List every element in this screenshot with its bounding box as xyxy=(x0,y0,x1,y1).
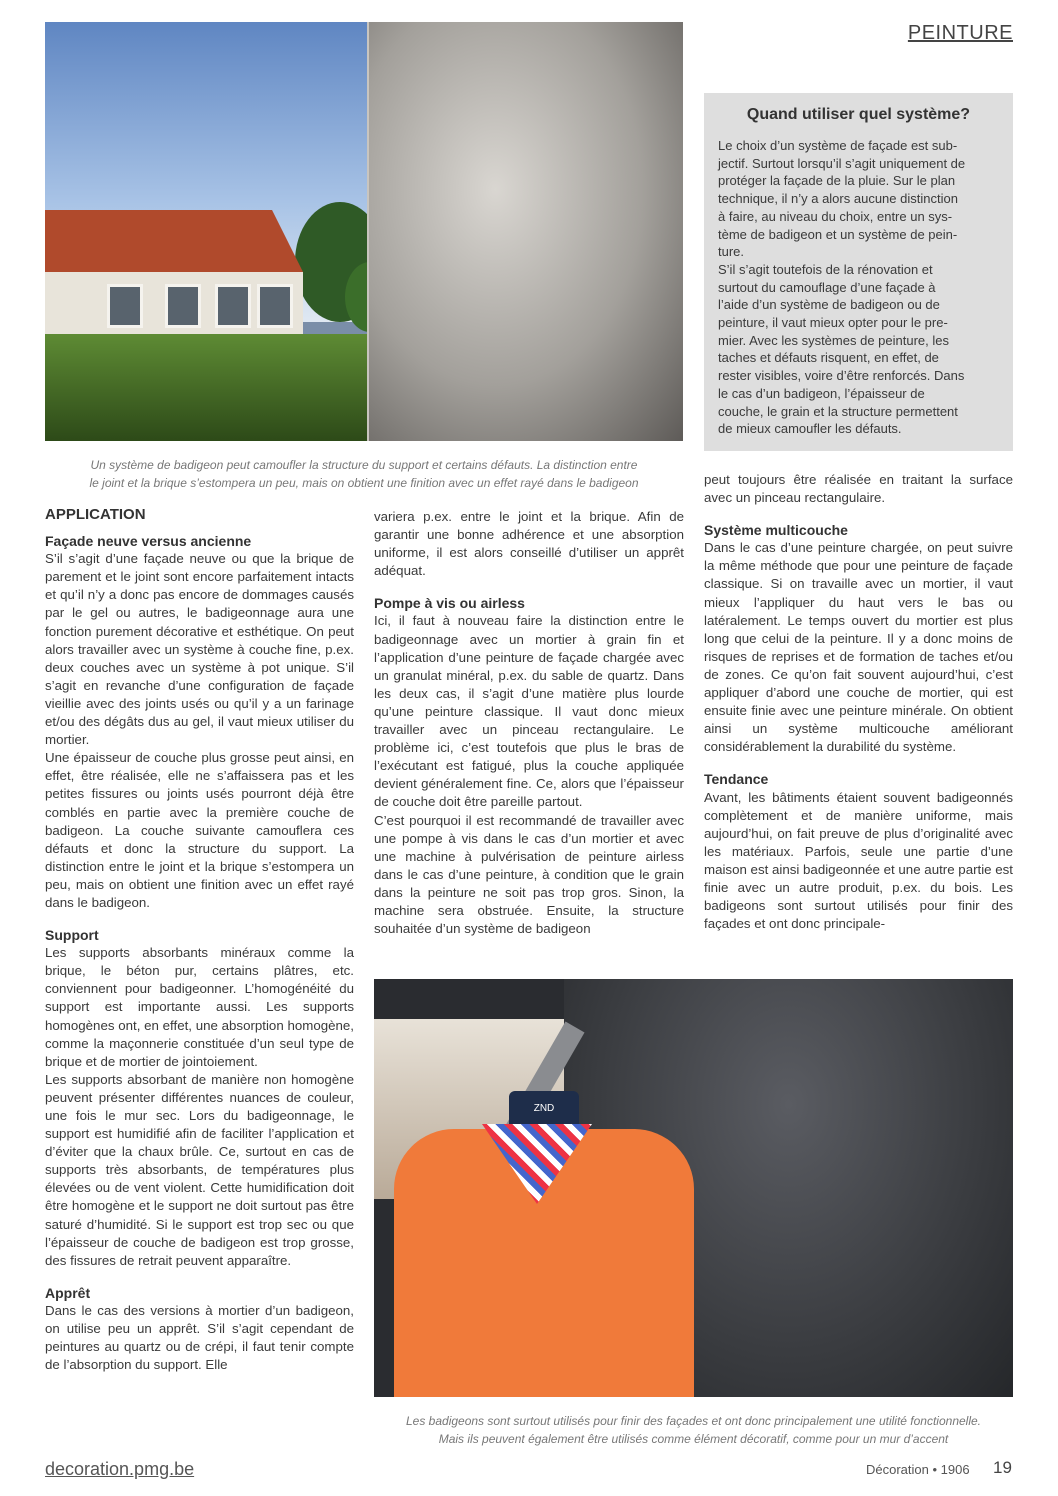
caption-line: Les badigeons sont surtout utilisés pour finir des façades et ont donc principalement une utilité fonctionnelle. xyxy=(405,1414,982,1428)
paragraph: variera p.ex. entre le joint et la brique. Afin de garantir une bonne adhérence et une absorption uniforme, il est alors conseillé d’utiliser un apprêt adéquat. xyxy=(374,509,684,579)
badigeon-wall xyxy=(367,22,683,441)
section-label: PEINTURE xyxy=(907,22,1013,44)
caption-line: Un système de badigeon peut camoufler la structure du support et certains défauts. La distinction entre xyxy=(90,458,638,472)
house-window xyxy=(107,284,143,328)
house-roof xyxy=(45,210,303,272)
lawn xyxy=(45,334,385,441)
caption-line: le joint et la brique s’estompera un peu, mais on obtient une finition avec un effet rayé dans le badigeon xyxy=(89,476,639,490)
page-number: 19 xyxy=(993,1458,1012,1477)
footer-magazine: Décoration • 1906 xyxy=(866,1462,970,1477)
paragraph: Les supports absorbants minéraux comme la brique, le béton pur, certains plâtres, etc. conviennent pour badigeonner. L’homogénéité du support est importante aussi. Les supports homogènes ont, en effet, une absorption homogène, comme la maçonnerie constituée d’un seul type de brique et de mortier de jointoiement. xyxy=(45,945,354,1069)
photo2-caption xyxy=(374,1412,1013,1448)
subheading: Support xyxy=(45,927,99,944)
sidebar-box xyxy=(704,93,1013,451)
tag-text: ZND xyxy=(533,1103,555,1114)
paragraph: S’il s’agit d’une façade neuve ou que la brique de parement et le joint sont encore parfaitement intacts et qu’il n’y a donc pas encore de dommages causés par le gel ou autres, le badigeonnage aura une fonction purement décorative et esthétique. On peut alors travailler avec un système à couche fine, p.ex. deux couches avec un système à pot unique. S’il s’agit en revanche d’une configuration de façade vieillie avec des joints usés ou qu’il y a un farinage et/ou des dégâts dus au gel, il vaut mieux utiliser du mortier. xyxy=(45,551,354,748)
section-heading: APPLICATION xyxy=(45,506,146,523)
subheading: Pompe à vis ou airless xyxy=(374,595,525,612)
column-1 xyxy=(45,506,354,1374)
subheading: Système multicouche xyxy=(704,522,848,539)
house-window xyxy=(215,284,251,328)
house-facade-photo xyxy=(45,22,683,441)
house-window xyxy=(257,284,293,328)
sidebar-text: Le choix d’un système de façade est sub- jectif. Surtout lorsqu’il s’agit uniquement de protéger la façade de la pluie. Sur le plan technique, il n’y a alors aucune distinction à faire, au niveau du choix, entre un sys- tème de badigeon et un système de pein- ture. S’il s’agit toutefois de la rénovation et surtout du camouflage d’une façade à l’aide d’un système de badigeon ou de peinture, il vaut mieux opter pour le pre- mier. Avec les systèmes de peinture, les taches et défauts risquent, en effet, de rester visibles, voire d’être renforcés. Dans le cas d’un badigeon, l’épaisseur de couche, le grain et la structure permettent de mieux camoufler les défauts. xyxy=(718,138,966,437)
paragraph: peut toujours être réalisée en traitant la surface avec un pinceau rectangulaire. xyxy=(704,472,1013,506)
paragraph: Dans le cas d’une peinture chargée, on peut suivre la même méthode que pour une peinture de façade classique. Si on travaille avec un mortier, il vaut mieux l’appliquer du haut vers le bas ou latéralement. Le temps ouvert du mortier est plus long que celui de la peinture. Il y a donc moins de risques de reprises et de formation de taches et/ou de zones. Ce qu’on fait souvent aujourd’hui, c’est appliquer d’abord une couche de mortier, qui est ensuite finie avec une peinture minérale. On obtient ainsi un système multicouche améliorant considérablement la durabilité du système. xyxy=(704,540,1013,755)
sidebar-title: Quand utiliser quel système? xyxy=(746,106,971,123)
column-3 xyxy=(704,471,1013,933)
paragraph: Dans le cas des versions à mortier d’un badigeon, on utilise peu un apprêt. S’il s’agit cependant de peintures au quartz ou de crépi, il faut tenir compte de l’absorption du support. Elle xyxy=(45,1302,354,1373)
paragraph: Les supports absorbant de manière non homogène peuvent présenter différentes nuances de couleur, une fois le mur sec. Lors du badigeonnage, le support est humidifié afin de faciliter l’application et d’éviter que la chaux brûle. Ce, surtout en cas de supports très absorbants, de températures plus élevées ou de vent violent. Cette humidification doit être homogène et le support ne doit surtout pas être saturé d’humidité. Si le support est trop sec ou que l’épaisseur de couche de badigeon est trop grosse, des fissures de retrait peuvent apparaître. xyxy=(45,1071,354,1268)
photo1-caption xyxy=(45,456,683,492)
subheading: Tendance xyxy=(704,771,769,788)
caption-line: Mais ils peuvent également être utilisés comme élément décoratif, comme pour un mur d’accent xyxy=(438,1432,949,1446)
subheading: Apprêt xyxy=(45,1284,91,1301)
paragraph: Une épaisseur de couche plus grosse peut ainsi, en effet, être réalisée, elle ne s’affaissera pas et les petites fissures ou joints usés pourront déjà être comblés en partie avec la première couche de badigeon. La couche suivante camouflera ces défauts et donc la structure du support. La distinction entre le joint et la brique s’estompera un peu, mais on obtient une finition avec un effet rayé dans le badigeon. xyxy=(45,750,354,910)
paragraph: C’est pourquoi il est recommandé de travailler avec une pompe à vis dans le cas d’un mortier et avec une machine à pulvérisation de peinture airless dans le cas d’une peinture, à condition que le grain dans la peinture ne soit pas trop gros. Sinon, la machine sera obstruée. Ensuite, la structure souhaitée d’un système de badigeon xyxy=(374,812,684,937)
subheading: Façade neuve versus ancienne xyxy=(45,533,252,550)
paragraph: Avant, les bâtiments étaient souvent badigeonnés complètement et de manière uniforme, mais aujourd’hui, on fait preuve de plus d’originalité avec les matériaux. Parfois, seule une partie d’une maison est ainsi badigeonnée et une autre partie est finie avec un autre produit, p.ex. du bois. Les badigeons sont surtout utilisés pour finir des façades et ont donc principale- xyxy=(704,789,1013,932)
shop-wall-photo xyxy=(374,979,1013,1397)
paragraph: Ici, il faut à nouveau faire la distinction entre le badigeonnage avec un mortier à grain fin et l’application d’une peinture de façade chargée avec un granulat minéral, p.ex. du sable de quartz. Dans les deux cas, il s’agit d’une matière plus lourde qu’une peinture classique. Il vaut donc mieux travailler avec un pinceau rectangulaire. Le problème ici, c’est toutefois que plus le bras de l’exécutant est fatigué, plus la couche appliquée devient généralement fine. Ce, alors que l’épaisseur de couche doit être pareille partout. xyxy=(374,613,684,810)
house-window xyxy=(165,284,201,328)
footer-url[interactable]: decoration.pmg.be xyxy=(45,1459,195,1479)
column-2 xyxy=(374,508,684,938)
